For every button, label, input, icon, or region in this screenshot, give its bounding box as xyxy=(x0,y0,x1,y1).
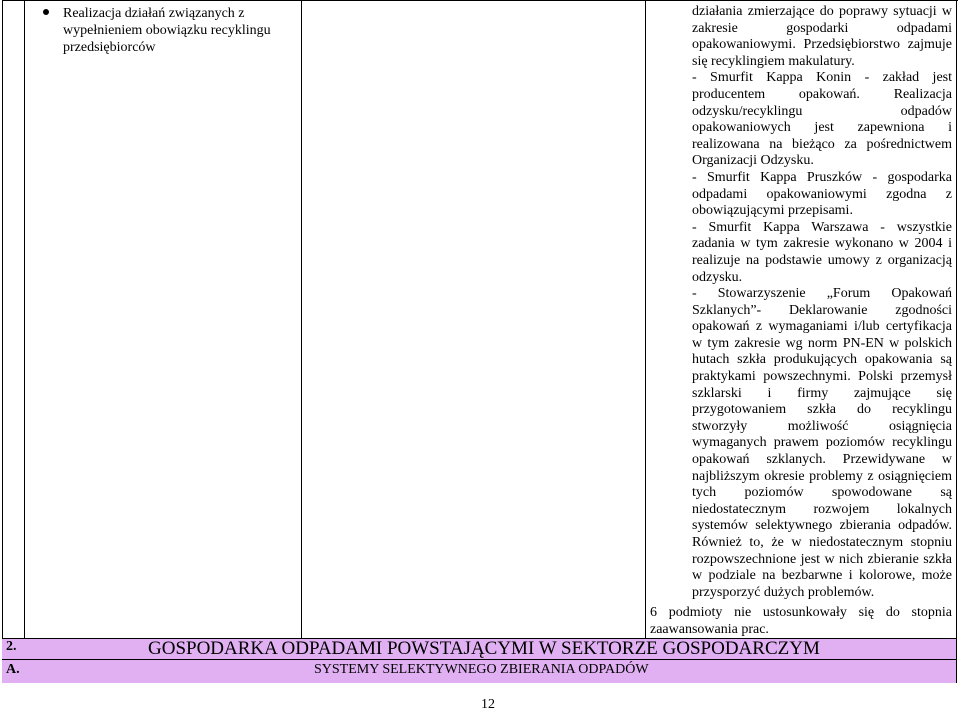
task-description: Realizacja działań związanych z wypełnieniem obowiązku recyklingu przedsiębiorców xyxy=(63,6,271,55)
column-divider-1 xyxy=(24,0,25,639)
bullet-icon xyxy=(43,9,49,15)
status-paragraph: - Smurfit Kappa Warszawa - wszystkie zadania w tym zakresie wykonano w 2004 i realizuje na podstawie umowy z organizacją odzysku. xyxy=(692,219,952,285)
column-divider-2 xyxy=(301,0,302,639)
table-border-right xyxy=(956,0,957,683)
section-title: GOSPODARKA ODPADAMI POWSTAJĄCYMI W SEKTORZE GOSPODARCZYM xyxy=(148,638,820,659)
summary-note: 6 podmioty nie ustosunkowały się do stopnia zaawansowania prac. xyxy=(650,605,952,637)
subsection-title: SYSTEMY SELEKTYWNEGO ZBIERANIA ODPADÓW xyxy=(314,662,649,677)
page-number: 12 xyxy=(481,697,495,712)
column-divider-3 xyxy=(645,0,646,639)
status-paragraph: - Stowarzyszenie „Forum Opakowań Szklanych”- Deklarowanie zgodności opakowań z wymaganiami i/lub certyfikacja w tym zakresie wg norm PN-EN w polskich hutach szkła produkujących opakowania są praktykami powszechnymi. Polski przemysł szklarski i firmy zajmujące się przygotowaniem szkła do recyklingu stworzyły możliwość osiągnięcia wymaganych prawem poziomów recyklingu opakowań szklanych. Przewidywane w najbliższym okresie problemy z osiągnięciem tych poziomów spowodowane są niedostatecznym rozwojem lokalnych systemów selektywnego zbierania odpadów. Również to, że w niedostatecznym stopniu rozpowszechnione jest w nich zbieranie szkła w podziale na bezbarwne i kolorowe, może przysporzyć dużych problemów. xyxy=(692,286,952,600)
status-paragraph: - Smurfit Kappa Pruszków - gospodarka odpadami opakowaniowymi zgodna z obowiązującymi przepisami. xyxy=(692,169,952,219)
implementation-status xyxy=(692,4,952,601)
status-paragraph: działania zmierzające do poprawy sytuacji w zakresie gospodarki odpadami opakowaniowymi. Przedsiębiorstwo zajmuje się recyklingiem makulatury. xyxy=(692,4,952,69)
table-border-top xyxy=(2,0,958,1)
section-number: 2. xyxy=(6,639,17,654)
table-border-left xyxy=(2,0,3,683)
subsection-letter: A. xyxy=(6,662,20,677)
status-paragraph: - Smurfit Kappa Konin - zakład jest producentem opakowań. Realizacja odzysku/recyklingu odpadów opakowaniowych jest zapewniona i realizowana na bieżąco za pośrednictwem Organizacji Odzysku. xyxy=(692,70,952,169)
